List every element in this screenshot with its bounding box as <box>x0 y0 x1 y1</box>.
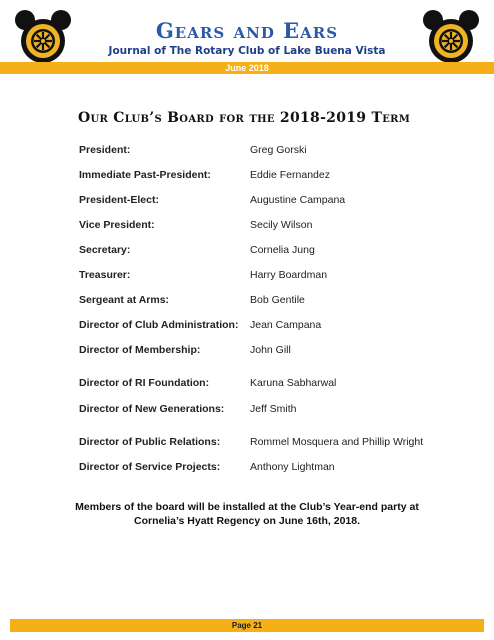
board-member: Jean Campana <box>250 319 322 331</box>
board-row <box>79 244 479 258</box>
board-row <box>79 319 479 333</box>
board-role: Director of Service Projects: <box>79 461 221 473</box>
board-member: Eddie Fernandez <box>250 169 330 181</box>
board-role: Director of New Generations: <box>79 403 225 415</box>
board-row <box>79 377 479 391</box>
board-role: President: <box>79 144 131 156</box>
board-role: Director of Club Administration: <box>79 319 239 331</box>
page-footer <box>10 619 484 632</box>
journal-subtitle: Journal of The Rotary Club of Lake Buena Vista <box>108 45 386 57</box>
board-role: Director of RI Foundation: <box>79 377 210 389</box>
board-member: Cornelia Jung <box>250 244 315 256</box>
board-role: Director of Membership: <box>79 344 201 356</box>
masthead <box>0 0 494 80</box>
board-role: Secretary: <box>79 244 131 256</box>
board-member: Karuna Sabharwal <box>250 377 337 389</box>
board-role: President-Elect: <box>79 194 159 206</box>
board-member: Anthony Lightman <box>250 461 335 473</box>
board-row <box>79 294 479 308</box>
board-row <box>79 461 479 475</box>
board-role: Sergeant at Arms: <box>79 294 170 306</box>
installation-note-line: Cornelia’s Hyatt Regency on June 16th, 2018. <box>133 515 361 527</box>
board-row <box>79 194 479 208</box>
board-role: Director of Public Relations: <box>79 436 221 448</box>
board-row <box>79 403 479 417</box>
board-member: Rommel Mosquera and Phillip Wright <box>250 436 424 448</box>
installation-note-line: Members of the board will be installed at the Club’s Year-end party at <box>75 501 419 513</box>
board-member: Secily Wilson <box>250 219 313 231</box>
mickey-rotary-logo-icon <box>422 8 480 66</box>
board-member: Greg Gorski <box>250 144 307 156</box>
board-member: John Gill <box>250 344 291 356</box>
board-role: Immediate Past-President: <box>79 169 211 181</box>
board-row <box>79 144 479 158</box>
board-member: Jeff Smith <box>250 403 297 415</box>
board-member: Augustine Campana <box>250 194 346 206</box>
section-title: Our Club’s Board for the 2018-2019 Term <box>78 110 411 126</box>
board-member: Harry Boardman <box>250 269 328 281</box>
board-row <box>79 169 479 183</box>
board-row <box>79 219 479 233</box>
board-role: Treasurer: <box>79 269 131 281</box>
installation-note <box>40 500 454 528</box>
board-row <box>79 436 479 450</box>
page-number: Page 21 <box>231 621 263 630</box>
issue-date-bar: June 2018 <box>0 62 494 74</box>
board-row <box>79 344 479 358</box>
newsletter-title: Gears and Ears <box>155 18 339 43</box>
board-role: Vice President: <box>79 219 155 231</box>
board-member: Bob Gentile <box>250 294 305 306</box>
board-row <box>79 269 479 283</box>
